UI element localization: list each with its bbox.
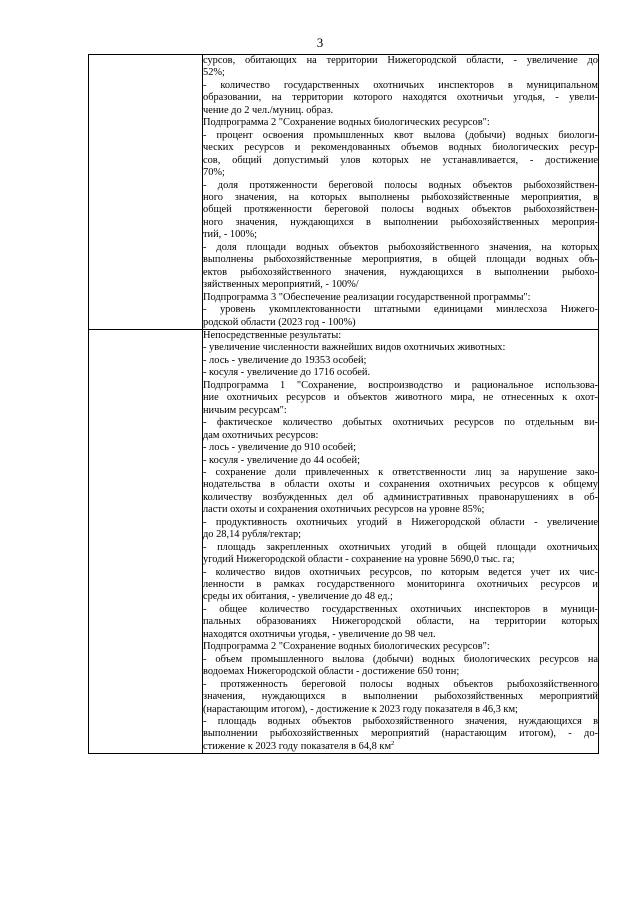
text-line-content: - уровень укомплектованности штатными единицами минлесхоза Нижего- [203,304,598,316]
text-line [203,604,598,616]
text-line-content: - протяженность береговой полосы водных объектов рыбохозяйственного [203,678,598,690]
text-line-content: сурсов, обитающих на территории Нижегородской области, - увеличение до [203,55,598,66]
page-number: 3 [316,35,324,50]
text-line [203,80,598,92]
text-line-content: (нарастающим итогом), - достижение к 2023 году показателя в 46,3 км; [203,703,518,715]
text-line [203,467,598,479]
text-line [203,92,598,104]
text-line-content: - сохранение доли привлеченных к ответственности лиц за нарушение зако- [203,466,598,478]
text-line-content: ние охотничьих ресурсов и объектов животного мира, не отнесенных к охот- [203,392,598,404]
text-line-content: ничьим ресурсам": [203,404,287,416]
text-line [203,192,598,204]
text-line [203,430,598,442]
text-line-content: дам охотничьих ресурсов: [203,429,319,441]
text-line [203,55,598,67]
text-line-content: Подпрограмма 3 "Обеспечение реализации государственной программы": [203,291,531,303]
table-row [89,329,599,753]
text-line-content: сов, общий допустимый улов которых не устанавливается, - достижение [203,154,598,166]
text-line [203,741,598,753]
text-line [203,229,598,241]
text-line-content: - процент освоения промышленных квот вылова (добычи) водных биологи- [203,129,598,141]
text-line [203,367,598,379]
text-line [203,492,598,504]
superscript: 2 [391,740,395,747]
text-line-content: Подпрограмма 2 "Сохранение водных биологических ресурсов": [203,641,490,653]
text-line [203,279,598,291]
text-line [203,292,598,304]
text-line [203,417,598,429]
text-line [203,517,598,529]
text-line-content: Непосредственные результаты: [203,329,342,341]
text-line-content: образовании, на территории которого находятся охотничьи угодья, - увели- [203,92,598,104]
text-line [203,542,598,554]
text-line-content: общей протяженности береговой полосы водных объектов рыбохозяйствен- [203,204,598,216]
text-line [203,455,598,467]
text-line-content: ческих ресурсов и рекомендованных объемов водных биологических ресур- [203,142,598,154]
text-line-content: - площадь водных объектов рыбохозяйственного значения, нуждающихся в [203,716,598,728]
text-line [203,142,598,154]
text-line [203,504,598,516]
text-line-content: угодий Нижегородской области - сохранение на уровне 5690,0 тыс. га; [203,554,515,566]
row-text-cell [203,329,599,753]
text-line [203,242,598,254]
text-line [203,666,598,678]
text-line [203,317,598,329]
text-line [203,704,598,716]
text-line-content: значения, нуждающихся в выполнении рыбохозяйственных мероприятий [203,691,598,703]
content-table [88,54,599,754]
row-label-cell [89,329,203,753]
text-line [203,567,598,579]
text-line [203,342,598,354]
text-line-content: 52%; [203,67,225,79]
text-line [203,691,598,703]
text-line [203,130,598,142]
table-row [89,55,599,330]
text-line [203,67,598,79]
text-line-content: пальных образованиях Нижегородской области, на территории которых [203,616,598,628]
text-line-content: - фактическое количество добытых охотничьих ресурсов по отдельным ви- [203,417,598,429]
text-line-content: - доля площади водных объектов рыбохозяйственного значения, на которых [203,241,598,253]
text-line [203,554,598,566]
text-line [203,654,598,666]
text-line-content: нодательства в области охоты и сохранения охотничьих ресурсов к общему [203,479,598,491]
text-line-content: - лось - увеличение до 910 особей; [203,442,357,454]
text-line [203,180,598,192]
text-line [203,254,598,266]
text-line [203,267,598,279]
text-line [203,679,598,691]
text-line [203,204,598,216]
text-line-content: 70%; [203,167,225,179]
text-line [203,579,598,591]
text-line-content: ектов рыбохозяйственного значения, нуждающихся в выполнении рыбохо- [203,266,598,278]
text-line-content: зяйственных мероприятий, - 100%/ [203,279,359,291]
text-line-content: стижение к 2023 году показателя в 64,8 км [203,740,392,752]
text-line-content: - косуля - увеличение до 1716 особей. [203,367,371,379]
text-line-content: выполнении рыбохозяйственных мероприятий (нарастающим итогом), - до- [203,728,598,740]
text-line [203,479,598,491]
text-line [203,304,598,316]
text-line [203,330,598,342]
text-line-content: ленности в рамках государственного мониторинга охотничьих ресурсов и [203,579,598,591]
text-line-content: - увеличение численности важнейших видов охотничьих животных: [203,342,506,354]
table-body [89,55,599,754]
text-line-content: - лось - увеличение до 19353 особей; [203,354,367,366]
text-line [203,442,598,454]
text-line-content: - косуля - увеличение до 44 особей; [203,454,360,466]
text-line-content: - количество государственных охотничьих инспекторов в муниципальном [203,79,598,91]
text-line [203,355,598,367]
text-line-content: выполнены рыбохозяйственные мероприятия, в общей площади водных объ- [203,254,598,266]
text-line-content: находятся охотничьи угодья, - увеличение до 98 чел. [203,628,436,640]
text-line [203,405,598,417]
text-line [203,616,598,628]
text-line-content: - доля протяженности береговой полосы водных объектов рыбохозяйствен- [203,179,598,191]
text-line-content: ного значения, нуждающихся в выполнении рыбохозяйственных мероприя- [203,216,598,228]
text-line-content: водоемах Нижегородской области - достижение 650 тонн; [203,666,460,678]
text-line-content: - продуктивность охотничьих угодий в Нижегородской области - увеличение [203,516,598,528]
text-line-content: количеству возбужденных дел об административных правонарушениях в об- [203,491,598,503]
text-line [203,117,598,129]
text-line [203,629,598,641]
text-line-content: Подпрограмма 2 "Сохранение водных биологических ресурсов": [203,117,490,129]
text-line-content: чение до 2 чел./муниц. образ. [203,104,334,116]
text-line [203,217,598,229]
text-line [203,155,598,167]
text-line-content: - количество видов охотничьих ресурсов, по которым ведется учет их чис- [203,566,598,578]
text-line-content: ного значения, на которых выполнены рыбохозяйственные мероприятия, в [203,191,598,203]
text-line-content: Подпрограмма 1 "Сохранение, воспроизводство и рациональное использова- [203,379,598,391]
text-line-content: среды их обитания, - увеличение до 48 ед.; [203,591,393,603]
text-line-content: - объем промышленного вылова (добычи) водных биологических ресурсов на [203,653,598,665]
text-line [203,728,598,740]
text-line [203,380,598,392]
row-text-cell [203,55,599,330]
text-line [203,716,598,728]
row-label-cell [89,55,203,330]
text-line-content: родской области (2023 год - 100%) [203,316,356,328]
text-line-content: - общее количество государственных охотничьих инспекторов в муници- [203,603,598,615]
text-line [203,167,598,179]
text-line-content: - площадь закрепленных охотничьих угодий в общей площади охотничьих [203,541,598,553]
text-line [203,529,598,541]
text-line-content: до 28,14 рубля/гектар; [203,529,302,541]
text-line [203,105,598,117]
text-line-content: ласти охоты и сохранения охотничьих ресурсов на уровне 85%; [203,504,485,516]
text-line [203,392,598,404]
text-line [203,591,598,603]
text-line-content: тий, - 100%; [203,229,258,241]
text-line [203,641,598,653]
